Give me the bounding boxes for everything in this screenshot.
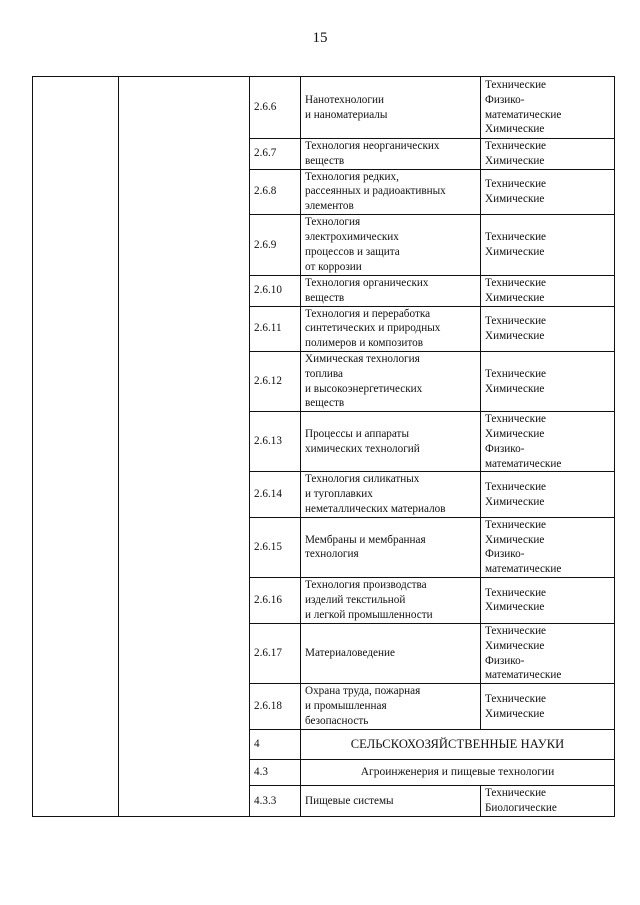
science-field: Технические (485, 314, 547, 327)
science-field: Химические (485, 639, 545, 652)
specialty-name-line: Процессы и аппараты (305, 427, 409, 440)
specialty-code: 2.6.8 (250, 169, 301, 214)
science-fields (481, 472, 615, 517)
specialty-name-line: и промышленная (305, 700, 387, 713)
specialty-name (301, 306, 481, 351)
specialty-code: 2.6.11 (250, 306, 301, 351)
science-field: Химические (485, 707, 545, 720)
science-fields (481, 351, 615, 411)
specialty-name-line: Химическая технология (305, 352, 420, 365)
science-field: Технические (485, 624, 547, 637)
science-field: Химические (485, 154, 545, 167)
science-fields (481, 623, 615, 683)
specialty-name-line: процессов и защита (305, 245, 400, 258)
specialty-name-line: безопасность (305, 715, 369, 727)
science-field: Химические (485, 427, 545, 440)
specialty-name-line: изделий текстильной (305, 594, 406, 607)
specialty-name (301, 412, 481, 472)
specialty-code: 2.6.17 (250, 623, 301, 683)
specialty-name-line: Технология органических (305, 276, 429, 289)
specialty-code: 2.6.10 (250, 275, 301, 306)
specialty-name-line: Пищевые системы (305, 794, 394, 807)
specialty-name-line: технология (305, 548, 359, 561)
specialty-name-line: топлива (305, 367, 343, 380)
specialty-name-line: Технология и переработка (305, 307, 431, 320)
specialty-code: 4.3.3 (250, 786, 301, 817)
science-fields (481, 275, 615, 306)
specialty-name (301, 214, 481, 275)
specialty-name (301, 77, 481, 139)
specialty-name (301, 139, 481, 170)
specialty-code: 2.6.16 (250, 577, 301, 623)
science-field: математические (485, 563, 562, 576)
specialty-code: 2.6.9 (250, 214, 301, 275)
specialty-name (301, 472, 481, 517)
specialty-code: 2.6.18 (250, 684, 301, 730)
science-field: Технические (485, 78, 547, 91)
specialty-name-line: химических технологий (305, 442, 420, 455)
science-fields (481, 786, 615, 817)
specialty-code: 2.6.15 (250, 517, 301, 577)
science-fields (481, 214, 615, 275)
specialty-name (301, 275, 481, 306)
science-fields (481, 412, 615, 472)
specialty-name-line: веществ (305, 154, 345, 167)
specialty-name-line: рассеянных и радиоактивных (305, 185, 446, 198)
specialty-name-line: Технология силикатных (305, 473, 420, 486)
science-field: Химические (485, 291, 545, 304)
science-field: Технические (485, 787, 547, 800)
science-field: Биологические (485, 802, 557, 815)
specialty-name-line: и наноматериалы (305, 108, 388, 121)
science-field: Химические (485, 495, 545, 508)
science-field: Технические (485, 480, 547, 493)
science-fields (481, 517, 615, 577)
science-field: Физико- (485, 442, 525, 455)
science-field: Химические (485, 123, 545, 136)
specialty-name-line: Технология редких, (305, 170, 399, 183)
specialty-name-line: Нанотехнологии (305, 93, 384, 106)
group-code: 4.3 (250, 760, 301, 786)
science-field: Технические (485, 177, 547, 190)
specialty-name (301, 577, 481, 623)
specialty-code: 2.6.7 (250, 139, 301, 170)
specialty-name-line: Технология неорганических (305, 140, 440, 152)
specialty-name-line: веществ (305, 397, 345, 410)
specialty-name (301, 786, 481, 817)
science-field: Технические (485, 518, 547, 531)
science-field: Технические (485, 692, 547, 705)
science-field: Физико- (485, 93, 525, 106)
specialty-name (301, 623, 481, 683)
specialty-name-line: неметаллических материалов (305, 502, 446, 515)
specialty-name (301, 684, 481, 730)
science-field: Технические (485, 276, 547, 289)
blank-column-2 (119, 77, 250, 817)
specialty-code: 2.6.13 (250, 412, 301, 472)
specialty-name-line: полимеров и композитов (305, 337, 424, 350)
specialty-name-line: Технология производства (305, 579, 427, 592)
specialty-name (301, 169, 481, 214)
science-fields (481, 139, 615, 170)
science-fields (481, 577, 615, 623)
science-fields (481, 169, 615, 214)
specialty-name (301, 517, 481, 577)
group-title: Агроинженерия и пищевые технологии (301, 760, 615, 786)
specialty-name-line: от коррозии (305, 260, 362, 273)
science-field: Технические (485, 231, 547, 244)
section-title: СЕЛЬСКОХОЗЯЙСТВЕННЫЕ НАУКИ (301, 730, 615, 760)
specialty-name-line: Материаловедение (305, 647, 395, 660)
specialty-name-line: элементов (305, 200, 354, 213)
specialty-name-line: веществ (305, 291, 345, 304)
specialty-code: 2.6.12 (250, 351, 301, 411)
science-field: Химические (485, 192, 545, 205)
science-field: Технические (485, 586, 547, 599)
page-number: 15 (312, 30, 328, 46)
science-field: Технические (485, 367, 547, 380)
science-fields (481, 77, 615, 139)
specialty-name (301, 351, 481, 411)
specialty-name-line: Охрана труда, пожарная (305, 685, 421, 698)
specialty-name-line: и легкой промышленности (305, 608, 433, 621)
science-field: Технические (485, 413, 547, 426)
science-field: математические (485, 669, 562, 682)
science-field: математические (485, 108, 562, 121)
science-field: Физико- (485, 548, 525, 561)
specialty-name-line: Технология (305, 216, 361, 229)
science-field: Химические (485, 245, 545, 258)
specialty-name-line: Мембраны и мембранная (305, 533, 426, 546)
science-fields (481, 306, 615, 351)
science-field: математические (485, 457, 562, 470)
specialty-code: 2.6.14 (250, 472, 301, 517)
specialty-name-line: синтетических и природных (305, 322, 441, 335)
table-row (33, 77, 615, 139)
specialties-table (32, 76, 615, 817)
science-field: Химические (485, 601, 545, 614)
specialty-name-line: электрохимических (305, 231, 399, 244)
science-fields (481, 684, 615, 730)
blank-column-1 (33, 77, 119, 817)
science-field: Химические (485, 382, 545, 395)
science-field: Химические (485, 329, 545, 342)
science-field: Химические (485, 533, 545, 546)
science-field: Физико- (485, 654, 525, 667)
specialty-name-line: и тугоплавких (305, 488, 373, 501)
specialty-name-line: и высокоэнергетических (305, 382, 423, 395)
section-code: 4 (250, 730, 301, 760)
science-field: Технические (485, 140, 547, 152)
specialty-code: 2.6.6 (250, 77, 301, 139)
